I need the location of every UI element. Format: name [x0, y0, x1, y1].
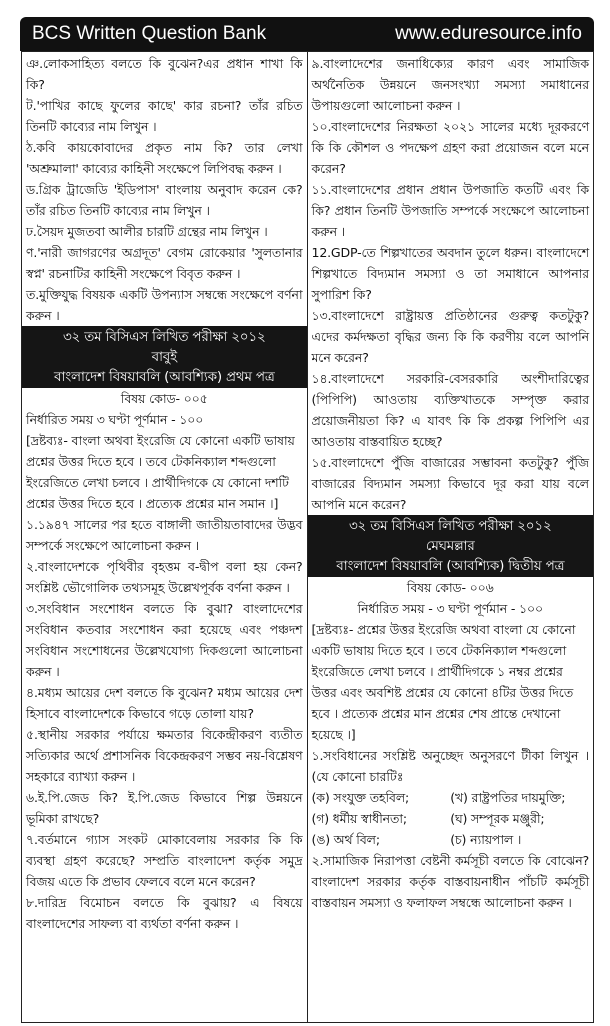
question-item: ৬.ই.পি.জেড কি? ই.পি.জেড কিভাবে শিল্প উন্নয়নে ভূমিকা রাখছে? [26, 790, 303, 826]
option-list [312, 787, 590, 850]
question-item: ২.সামাজিক নিরাপত্তা বেষ্টনী কর্মসূচী বলতে কি বোঝেন? বাংলাদেশ সরকার কর্তৃক বাস্তবায়নাধীন পাঁচটি কর্মসূচী বাস্তবায়ন সমস্যা ও ফলাফল সম্বন্ধে আলোচনা করুন । [311, 853, 589, 910]
page-header [20, 17, 594, 51]
question-columns [21, 51, 594, 1023]
option: (ঙ) অর্থ বিল; [311, 832, 380, 847]
question-item: ১৪.বাংলাদেশে সরকারি-বেসরকারি অংশীদারিত্বের (পিপিপি) আওতায় ব্যক্তিখাতকে সম্পৃক্ত করার প্রয়োজনীয়তা কি? এ যাবৎ কি কি প্রকল্প পিপিপি এর আওতায় বাস্তবায়িত হচ্ছে? [311, 371, 589, 449]
section-heading [308, 515, 594, 577]
question-item: ১০.বাংলাদেশের নিরক্ষতা ২০২১ সালের মধ্যে দূরকরণে কি কি কৌশল ও পদক্ষেপ গ্রহণ করা প্রয়োজন বলে মনে করেন? [311, 119, 589, 176]
subject-code: বিষয় কোড- ০০৫ [120, 391, 208, 406]
header-title: BCS Written Question Bank [32, 23, 267, 44]
question-item: 12.GDP-তে শিল্পখাতের অবদান তুলে ধরুন। বাংলাদেশে শিল্পখাতে বিদ্যমান সমস্যা ও তা সমাধানে আপনার সুপারিশ কি? [311, 245, 589, 302]
question-item: ঢ.সৈয়দ মুজতবা আলীর চারটি গ্রন্থের নাম লিখুন । [26, 224, 268, 239]
option: (ঘ) সম্পূরক মঞ্জুরী; [450, 811, 545, 826]
header-site: www.eduresource.info [395, 23, 582, 44]
question-item: ঞ.লোকসাহিত্য বলতে কি বুঝেন?এর প্রধান শাখা কি কি? [26, 56, 303, 92]
set-name: বাবুই [151, 349, 177, 365]
question-item: ৩.সংবিধান সংশোধন বলতে কি বুঝা? বাংলাদেশের সংবিধান কতবার সংশোধন করা হয়েছে এবং পঞ্চদশ সংবিধান সংশোধনের উল্লেখযোগ্য দিকগুলো আলোচনা করুন । [26, 601, 303, 679]
question-item: ১১.বাংলাদেশের প্রধান প্রধান উপজাতি কতটি এবং কি কি? প্রধান তিনটি উপজাতি সম্পর্কে সংক্ষেপে আলোচনা করুন । [311, 182, 589, 239]
question-item: ৪.মধ্যম আয়ের দেশ বলতে কি বুঝেন? মধ্যম আয়ের দেশ হিসাবে বাংলাদেশকে কিভাবে গড়ে তোলা যায়? [26, 685, 303, 721]
question-item: ২.বাংলাদেশকে পৃথিবীর বৃহত্তম ব-দ্বীপ বলা হয় কেন? সংশ্লিষ্ট ভৌগোলিক তথ্যসমূহ উল্লেখপূর্বক বর্ণনা করুন । [26, 559, 303, 595]
instructions: [দ্রষ্টব্যঃ- বাংলা অথবা ইংরেজি যে কোনো একটি ভাষায় প্রশ্নের উত্তর দিতে হবে । তবে টেকনিক্যাল শব্দগুলো ইংরেজিতে লেখা চলবে । প্রার্থীদিগকে যে কোনো দশটি প্রশ্নের উত্তর দিতে হবে । প্রত্যেক প্রশ্নের মান সমান ।] [26, 433, 295, 511]
question-item: ত.মুক্তিযুদ্ধ বিষয়ক একটি উপন্যাস সম্বন্ধে সংক্ষেপে বর্ণনা করুন । [26, 287, 303, 323]
question-item: ১৫.বাংলাদেশে পুঁজি বাজারের সম্ভাবনা কতটুকু? পুঁজি বাজারের বিদ্যমান সমস্যা কিভাবে দূর করা যায় বলে আপনি মনে করেন? [311, 455, 589, 512]
option: (গ) ধর্মীয় স্বাধীনতা; [311, 811, 407, 826]
option: (চ) ন্যায়পাল । [450, 832, 522, 847]
option: (খ) রাষ্ট্রপতির দায়মুক্তি; [450, 790, 566, 805]
question-item: ৮.দারিদ্র বিমোচন বলতে কি বুঝায়? এ বিষয়ে বাংলাদেশের সাফল্য বা ব্যর্থতা বর্ণনা করুন । [26, 895, 303, 931]
question-item: ণ.'নারী জাগরণের অগ্রদূত' বেগম রোকেয়ার 'সুলতানার স্বপ্ন' রচনাটির কাহিনী সংক্ষেপে বিবৃত করুন । [26, 245, 303, 281]
question-item: ঠ.কবি কায়কোবাদের প্রকৃত নাম কি? তার লেখা 'অশ্রুমালা' কাব্যের কাহিনী সংক্ষেপে লিপিবদ্ধ করুন । [26, 140, 303, 176]
right-column [308, 52, 594, 1022]
question-item: ১.১৯৪৭ সালের পর হতে বাঙ্গালী জাতীয়তাবাদের উদ্ভব সম্পর্কে সংক্ষেপে আলোচনা করুন । [26, 517, 303, 553]
question-item: ট.'পাখির কাছে ফুলের কাছে' কার রচনা? তাঁর রচিত তিনটি কাব্যের নাম লিখুন । [26, 98, 303, 134]
exam-title: ৩২ তম বিসিএস লিখিত পরীক্ষা ২০১২ [62, 329, 266, 345]
set-name: মেঘমল্লার [425, 538, 475, 554]
option: (ক) সংযুক্ত তহবিল; [311, 790, 410, 805]
paper-title: বাংলাদেশ বিষয়াবলি (আবশ্যিক) প্রথম পত্র [53, 369, 275, 385]
question-item: ৯.বাংলাদেশের জনাধিক্যের কারণ এবং সামাজিক অর্থনৈতিক উন্নয়নে জনসংখ্যা সমস্যা সমাধানের উপায়গুলো আলোচনা করুন । [311, 56, 589, 113]
question-item: ১৩.বাংলাদেশে রাষ্ট্রায়ত্ত প্রতিষ্ঠানের গুরুত্ব কতটুকু? এদের কর্মদক্ষতা বৃদ্ধির জন্য কি কি করণীয় বলে আপনি মনে করেন? [311, 308, 589, 365]
question-item: ৭.বর্তমানে গ্যাস সংকট মোকাবেলায় সরকার কি কি ব্যবস্থা গ্রহণ করেছে? সম্প্রতি বাংলাদেশ কর্তৃক সমুদ্র বিজয় এতে কি প্রভাব ফেলবে বলে মনে করেন? [26, 832, 303, 889]
left-column [22, 52, 308, 1022]
time-marks: নির্ধারিত সময় ৩ ঘণ্টা পূর্ণমান - ১০০ [26, 412, 204, 427]
exam-title: ৩২ তম বিসিএস লিখিত পরীক্ষা ২০১২ [348, 518, 552, 534]
section-heading [22, 326, 307, 388]
subject-code: বিষয় কোড- ০০৬ [406, 580, 494, 595]
time-marks: নির্ধারিত সময় - ৩ ঘণ্টা পূর্ণমান - ১০০ [357, 601, 543, 616]
instructions: [দ্রষ্টব্যঃ- প্রশ্নের উত্তর ইংরেজি অথবা বাংলা যে কোনো একটি ভাষায় দিতে হবে । তবে টেকনিক্যাল শব্দগুলো ইংরেজিতে লেখা চলবে । প্রার্থীদিগকে ১ নম্বর প্রশ্নের উত্তর এবং অবশিষ্ট প্রশ্নের যে কোনো ৪টির উত্তর দিতে হবে । প্রত্যেক প্রশ্নের মান প্রশ্নের শেষ প্রান্তে দেখানো হয়েছে ।] [311, 622, 576, 742]
paper-title: বাংলাদেশ বিষয়াবলি (আবশ্যিক) দ্বিতীয় পত্র [336, 558, 565, 574]
question-item: ড.গ্রিক ট্রাজেডি 'ইডিপাস' বাংলায় অনুবাদ করেন কে? তাঁর রচিত তিনটি কাব্যের নাম লিখুন । [26, 182, 303, 218]
question-item: ১.সংবিধানের সংশ্লিষ্ট অনুচ্ছেদ অনুসরণে টীকা লিখুন । (যে কোনো চারটিঃ [311, 748, 589, 784]
question-item: ৫.স্থানীয় সরকার পর্যায়ে ক্ষমতার বিকেন্দ্রীকরণ ব্যতীত সত্যিকার অর্থে প্রশাসনিক বিকেন্দ্রকরণ সম্ভব নয়-বিশ্লেষণ সহকারে ব্যাখ্যা করুন । [26, 727, 303, 784]
